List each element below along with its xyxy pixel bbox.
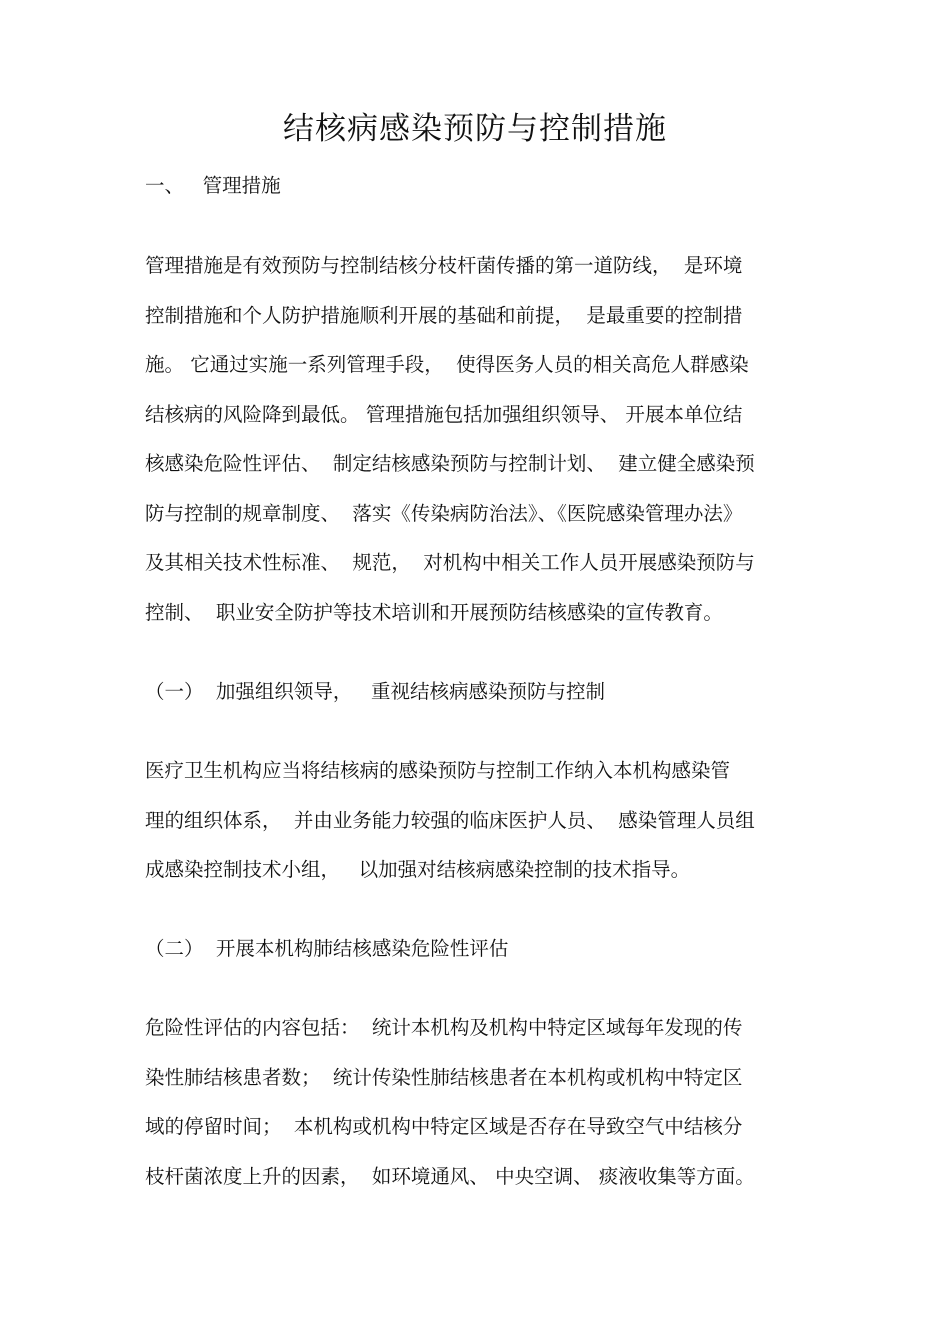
subsection-heading-leadership: （一） 加强组织领导， 重视结核病感染预防与控制 — [145, 680, 605, 703]
document-title: 结核病感染预防与控制措施 — [283, 111, 667, 147]
paragraph-line: 染性肺结核患者数； 统计传染性肺结核患者在本机构或机构中特定区 — [145, 1066, 743, 1089]
paragraph-line: 医疗卫生机构应当将结核病的感染预防与控制工作纳入本机构感染管 — [145, 759, 731, 782]
paragraph-line: 及其相关技术性标准、 规范， 对机构中相关工作人员开展感染预防与 — [145, 551, 755, 574]
paragraph-line: 防与控制的规章制度、 落实《传染病防治法》、《医院感染管理办法》 — [145, 502, 743, 525]
paragraph-line: 枝杆菌浓度上升的因素， 如环境通风、 中央空调、 痰液收集等方面。 — [145, 1165, 755, 1188]
paragraph-line: 施。 它通过实施一系列管理手段， 使得医务人员的相关高危人群感染 — [145, 353, 749, 376]
paragraph-line: 结核病的风险降到最低。 管理措施包括加强组织领导、 开展本单位结 — [145, 403, 743, 426]
paragraph-line: 核感染危险性评估、 制定结核感染预防与控制计划、 建立健全感染预 — [145, 452, 755, 475]
paragraph-line: 理的组织体系， 并由业务能力较强的临床医护人员、 感染管理人员组 — [145, 809, 755, 832]
paragraph-line: 控制措施和个人防护措施顺利开展的基础和前提， 是最重要的控制措 — [145, 304, 743, 327]
paragraph-line: 域的停留时间； 本机构或机构中特定区域是否存在导致空气中结核分 — [145, 1115, 743, 1138]
paragraph-line: 危险性评估的内容包括： 统计本机构及机构中特定区域每年发现的传 — [145, 1016, 743, 1039]
section-heading-management: 一、 管理措施 — [145, 174, 281, 197]
paragraph-line: 成感染控制技术小组， 以加强对结核病感染控制的技术指导。 — [145, 858, 691, 881]
subsection-heading-risk-assessment: （二） 开展本机构肺结核感染危险性评估 — [145, 937, 509, 960]
paragraph-line: 管理措施是有效预防与控制结核分枝杆菌传播的第一道防线， 是环境 — [145, 254, 743, 277]
paragraph-line: 控制、 职业安全防护等技术培训和开展预防结核感染的宣传教育。 — [145, 601, 723, 624]
